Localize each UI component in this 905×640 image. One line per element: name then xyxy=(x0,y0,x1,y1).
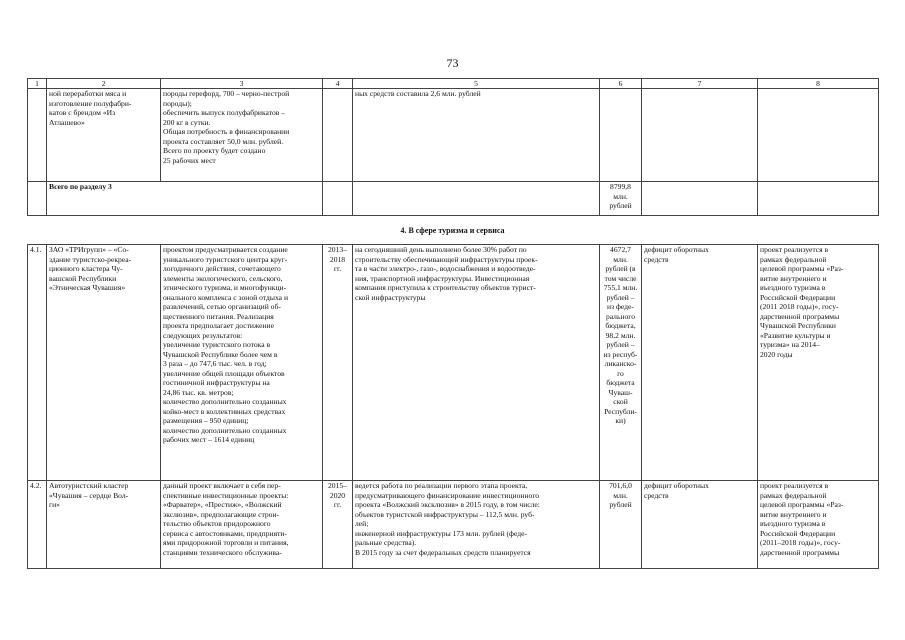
text-line: ных средств составила 2,6 млн. рублей xyxy=(355,89,481,98)
row-number: 4.1. xyxy=(28,245,47,481)
text-line: рублей (в xyxy=(605,264,636,273)
text-line: 2020 xyxy=(329,490,346,500)
text-line: лей; xyxy=(355,519,369,528)
text-line: предусматривающего финансирование инвестиционного xyxy=(355,490,540,500)
text-line: Российской Федерации xyxy=(760,292,836,302)
text-line: (2011 2018 годы)», госу- xyxy=(760,302,839,311)
cell-period xyxy=(323,245,353,481)
cell-problems xyxy=(642,481,758,569)
text-line: рамках федеральной xyxy=(760,254,827,264)
text-line: ской инфраструктуры xyxy=(355,292,426,302)
text-line: рублей xyxy=(609,500,632,509)
text-line: рублей – xyxy=(606,292,635,302)
text-line: «Фарватер», «Престиж», «Волжский xyxy=(163,500,282,509)
cell-project xyxy=(47,89,161,182)
header-cell: 4 xyxy=(323,79,353,89)
text-line: 98,2 млн. xyxy=(605,330,636,340)
text-line: ральные средства). xyxy=(355,538,417,547)
text-line: проектом предусматривается создание xyxy=(163,245,288,254)
text-line: этнического туризма, и многофункци- xyxy=(163,283,287,292)
text-line: (2011–2018 годы)», госу- xyxy=(760,538,841,547)
text-line: проект реализуется в xyxy=(760,481,829,490)
text-line: развлечений, сетью организаций об- xyxy=(163,302,281,311)
text-line: 755,1 млн. xyxy=(603,283,638,292)
text-line: Общая потребность в финансировании xyxy=(163,127,290,136)
text-line: станциями технического обслужива- xyxy=(163,547,282,557)
text-line: бюджета xyxy=(606,378,635,387)
text-line: проекта «Волжский эксклюзив» в 2015 году, в том числе: xyxy=(355,500,540,509)
text-line: средств xyxy=(644,490,669,500)
text-line: рублей – xyxy=(606,340,635,349)
text-line: 200 кг в сутки. xyxy=(163,117,211,127)
total-row xyxy=(28,182,879,216)
text-line: Автотуристский кластер xyxy=(49,481,129,490)
text-line: дарственной программы xyxy=(760,547,840,557)
cell-notes xyxy=(758,245,879,481)
text-line: Атлашево» xyxy=(49,117,85,127)
text-line: ликанско- xyxy=(604,359,637,368)
header-cell: 8 xyxy=(758,79,879,89)
text-line: ной переработки мяса и xyxy=(49,89,127,98)
text-line: ки) xyxy=(615,416,626,425)
cell-description xyxy=(161,481,323,569)
text-line: гг. xyxy=(333,500,342,509)
text-line: въездного туризма в xyxy=(760,519,826,528)
text-line: ния, транспортной инфраструктуры. Инвестиционная xyxy=(355,273,530,283)
text-line: логодичного действия, сочетающего xyxy=(163,264,281,273)
text-line: том числе xyxy=(604,273,637,283)
text-line: Всего по проекту будет создано xyxy=(163,146,266,155)
cell-description xyxy=(161,245,323,481)
cell-amount xyxy=(600,481,642,569)
text-line: породы герефорд, 700 – черно-пестрой xyxy=(163,89,290,98)
header-cell: 6 xyxy=(600,79,642,89)
text-line: увеличение общей площади объектов xyxy=(163,368,285,378)
text-line: дефицит оборотных xyxy=(644,245,709,254)
text-line: въездного туризма в xyxy=(760,283,826,292)
text-line: тельство объектов придорожного xyxy=(163,519,271,528)
text-line: объектов туристской инфраструктуры – 112,5 млн. руб- xyxy=(355,509,535,519)
text-line: породы); xyxy=(163,98,192,108)
text-line: туризма» на 2014– xyxy=(760,340,820,349)
text-line: млн. xyxy=(613,490,628,500)
text-line: целевой программы «Раз- xyxy=(760,264,844,273)
text-line: витие внутреннего и xyxy=(760,509,827,519)
text-line: «Развитие культуры и xyxy=(760,330,831,340)
table-row xyxy=(28,245,879,481)
text-line: го xyxy=(617,368,624,378)
table-bottom xyxy=(27,244,879,569)
text-line: гостиничной инфраструктуры на xyxy=(163,378,270,387)
text-line: ской xyxy=(613,397,628,406)
text-line: дефицит оборотных xyxy=(644,481,709,490)
table-top xyxy=(27,78,879,216)
text-line: дарственной программы xyxy=(760,311,840,321)
text-line: катов с брендом «Из xyxy=(49,108,116,117)
text-line: 701,6,0 xyxy=(609,481,632,490)
text-line: 2013– xyxy=(328,245,347,254)
text-line: та в части электро-, газо-, водоснабжения и водоотведе- xyxy=(355,264,536,273)
text-line: сервиса с автостоянками, предприяти- xyxy=(163,528,287,538)
cell-status xyxy=(353,481,600,569)
row-number: 4.2. xyxy=(28,481,47,569)
text-line: «Этническая Чувашия» xyxy=(49,283,126,292)
text-line: гг. xyxy=(333,264,342,273)
text-line: Чувашской Республики xyxy=(760,321,836,330)
text-line: строительству обеспечивающей инфраструктуры проек- xyxy=(355,254,538,264)
text-line: рального xyxy=(605,311,636,321)
text-line: обеспечить выпуск полуфабрикатов – xyxy=(163,108,286,117)
text-line: ги» xyxy=(49,500,60,509)
text-line: проекта предполагает достижение xyxy=(163,321,274,330)
header-cell: 5 xyxy=(353,79,600,89)
text-line: следующих результатов: xyxy=(163,330,243,340)
text-line: данный проект включает в себя пер- xyxy=(163,481,281,490)
text-line: проект реализуется в xyxy=(760,245,829,254)
text-line: рабочих мест – 1614 единиц xyxy=(163,435,255,444)
text-line: 4672,7 xyxy=(610,245,631,254)
header-cell: 2 xyxy=(47,79,161,89)
table-row xyxy=(28,89,879,182)
total-label: Всего по разделу 3 xyxy=(47,182,323,216)
section-title: 4. В сфере туризма и сервиса xyxy=(400,226,505,235)
text-line: ями придорожной торговли и питания, xyxy=(163,538,289,547)
text-line: уникального туристского центра круг- xyxy=(163,254,288,264)
text-line: Чувашской Республике более чем в xyxy=(163,349,278,359)
text-line: койко-мест в коллективных средствах xyxy=(163,406,286,416)
total-amount xyxy=(600,182,642,216)
text-line: размещения – 950 единиц; xyxy=(163,416,249,425)
cell-period xyxy=(323,481,353,569)
text-line: «Чувашия – сердце Вол- xyxy=(49,490,129,500)
text-line: средств xyxy=(644,254,669,264)
text-line: 2015– xyxy=(328,481,347,490)
text-line: 8799,8 xyxy=(610,182,631,191)
cell-description xyxy=(161,89,323,182)
text-line: В 2015 году за счет федеральных средств планируется xyxy=(355,547,531,557)
text-line: вашской Республики xyxy=(49,273,117,283)
cell-project xyxy=(47,481,161,569)
text-line: 24,86 тыс. кв. метров; xyxy=(163,387,234,397)
text-line: на сегодняшний день выполнено более 30% работ по xyxy=(355,245,527,254)
text-line: ЗАО «ТРИгрупп» – «Со- xyxy=(49,245,129,254)
header-cell: 7 xyxy=(642,79,758,89)
text-line: млн. xyxy=(613,191,628,201)
text-line: из феде- xyxy=(607,302,634,311)
text-line: экслюзив», предполагающие строи- xyxy=(163,509,280,519)
text-line: Чуваш- xyxy=(608,387,633,397)
cell-amount xyxy=(600,245,642,481)
text-line: 3 раза – до 747,6 тыс. чел. в год; xyxy=(163,359,267,368)
text-line: 25 рабочих мест xyxy=(163,155,216,165)
header-cell: 1 xyxy=(28,79,47,89)
text-line: количество дополнительно созданных xyxy=(163,425,287,435)
cell-notes xyxy=(758,481,879,569)
cell-problems xyxy=(642,245,758,481)
text-line: ведется работа по реализации первого этапа проекта, xyxy=(355,481,528,490)
text-line: рублей xyxy=(609,201,632,210)
text-line: млн. xyxy=(613,254,628,264)
text-line: проекта составляет 50,0 млн. рублей. xyxy=(163,136,284,146)
text-line: 2018 xyxy=(329,254,346,264)
text-line: увеличение туристского потока в xyxy=(163,340,271,349)
header-cell: 3 xyxy=(161,79,323,89)
cell-status xyxy=(353,245,600,481)
text-line: здание туристско-рекреа- xyxy=(49,254,132,264)
cell-project xyxy=(47,245,161,481)
text-line: бюджета, xyxy=(605,321,636,330)
text-line: инженерной инфраструктуры 173 млн. рублей (феде- xyxy=(355,528,528,538)
text-line: рамках федеральной xyxy=(760,490,827,500)
header-row xyxy=(28,79,879,89)
text-line: целевой программы «Раз- xyxy=(760,500,844,509)
text-line: ционного кластера Чу- xyxy=(49,264,123,273)
text-line: изготовление полуфабри- xyxy=(49,98,132,108)
text-line: онального комплекса с зоной отдыха и xyxy=(163,292,289,302)
text-line: Республи- xyxy=(604,406,637,416)
text-line: компания приступила к строительству объектов турист- xyxy=(355,283,536,292)
text-line: щественного питания. Реализация xyxy=(163,311,274,321)
text-line: из респуб- xyxy=(603,349,638,359)
text-line: элементы экологического, сельского, xyxy=(163,273,283,283)
text-line: количество дополнительно созданных xyxy=(163,397,287,406)
text-line: витие внутреннего и xyxy=(760,273,827,283)
cell-status xyxy=(353,89,600,182)
text-line: Российской Федерации xyxy=(760,528,836,538)
table-row xyxy=(28,481,879,569)
text-line: спективные инвестиционные проекты: xyxy=(163,490,289,500)
text-line: 2020 годы xyxy=(760,349,793,359)
page-number: 73 xyxy=(446,56,459,70)
